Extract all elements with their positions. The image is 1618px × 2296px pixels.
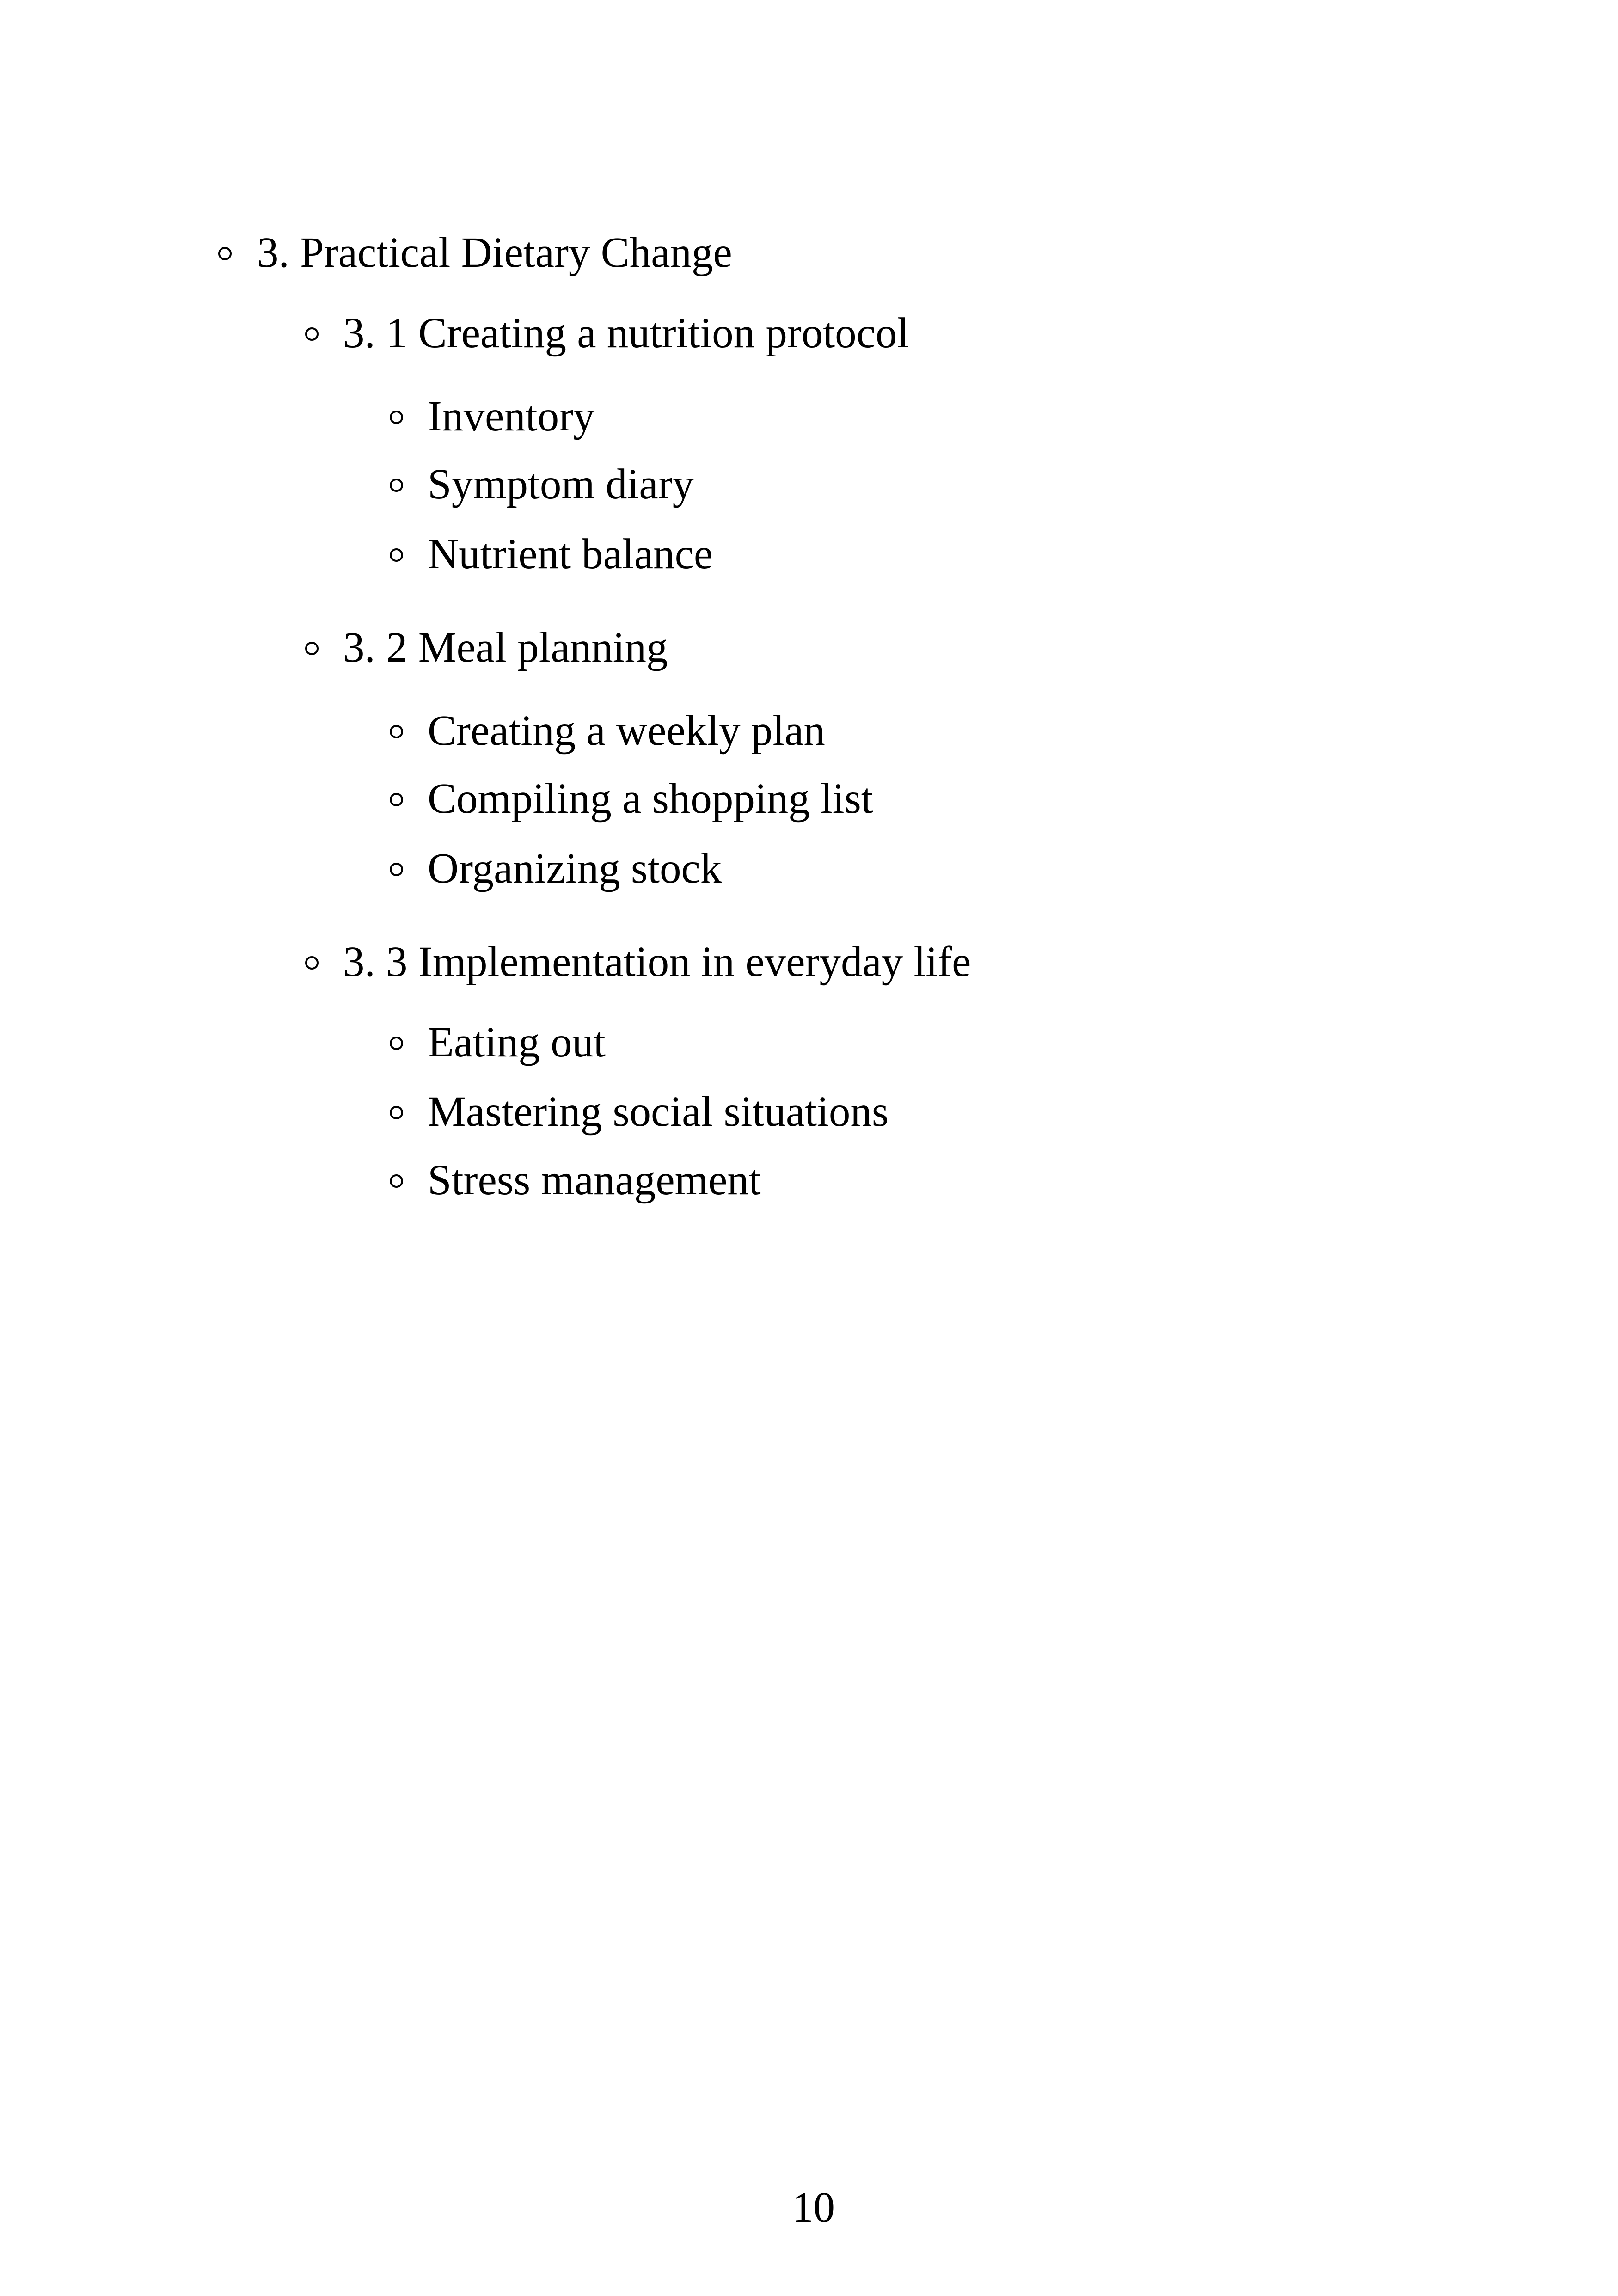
hollow-circle-bullet-icon [390, 1174, 403, 1188]
hollow-circle-bullet-icon [390, 863, 403, 876]
item-label: Stress management [428, 1156, 761, 1204]
hollow-circle-bullet-icon [390, 793, 403, 806]
hollow-circle-bullet-icon [390, 1106, 403, 1119]
subsection-title: 3. 2 Meal planning [343, 624, 668, 671]
hollow-circle-bullet-icon [390, 411, 403, 424]
item-label: Compiling a shopping list [428, 775, 873, 823]
item-label: Symptom diary [428, 460, 694, 508]
item-label: Mastering social situations [428, 1088, 889, 1136]
item-label: Nutrient balance [428, 530, 713, 578]
hollow-circle-bullet-icon [390, 479, 403, 492]
hollow-circle-bullet-icon [390, 725, 403, 738]
hollow-circle-bullet-icon [305, 642, 319, 655]
subsection-title: 3. 3 Implementation in everyday life [343, 938, 971, 986]
item-label: Organizing stock [428, 845, 722, 892]
item-label: Inventory [428, 393, 595, 440]
section-title: 3. Practical Dietary Change [257, 229, 732, 276]
hollow-circle-bullet-icon [390, 548, 403, 562]
hollow-circle-bullet-icon [390, 1037, 403, 1050]
hollow-circle-bullet-icon [305, 327, 319, 341]
item-label: Creating a weekly plan [428, 707, 825, 755]
hollow-circle-bullet-icon [218, 247, 232, 260]
item-label: Eating out [428, 1019, 606, 1066]
subsection-title: 3. 1 Creating a nutrition protocol [343, 309, 909, 357]
page-number: 10 [792, 2184, 835, 2231]
hollow-circle-bullet-icon [305, 956, 319, 970]
